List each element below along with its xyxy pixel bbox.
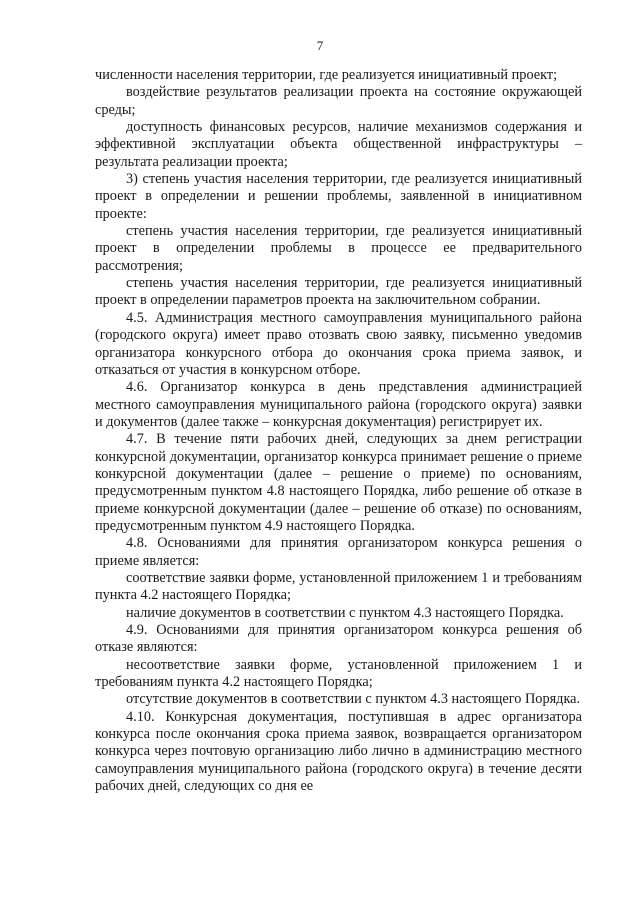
paragraph-criterion-resources: доступность финансовых ресурсов, наличие механизмов содержания и эффективной эксплуатации объекта общественной инфраструктуры – результата реализации проекта; xyxy=(95,119,582,170)
paragraph-4-7: 4.7. В течение пяти рабочих дней, следующих за днем регистрации конкурсной документации, организатор конкурса принимает решение о приеме конкурсной документации (далее – решение о приеме) по основаниям, предусмотренным пунктом 4.8 настоящего Порядка, либо решение об отказе в приеме конкурсной документации (далее – решение об отказе) по основаниям, предусмотренным пунктом 4.9 настоящего Порядка. xyxy=(95,431,582,534)
paragraph-4-9-form: несоответствие заявки форме, установленной приложением 1 и требованиям пункта 4.2 настоящего Порядка; xyxy=(95,656,582,691)
paragraph-4-10: 4.10. Конкурсная документация, поступившая в адрес организатора конкурса после окончания срока приема заявок, возвращается организатором конкурса через почтовую организацию либо лично в администрацию местного самоуправления муниципального района (городского округа) в течение десяти рабочих дней, следующих со дня ее xyxy=(95,708,582,795)
document-body xyxy=(95,67,582,795)
paragraph-4-6: 4.6. Организатор конкурса в день представления администрацией местного самоуправления муниципального района (городского округа) заявки и документов (далее также – конкурсная документация) регистрирует их. xyxy=(95,379,582,430)
paragraph-4-8: 4.8. Основаниями для принятия организатором конкурса решения о приеме является: xyxy=(95,535,582,569)
paragraph-4-8-documents: наличие документов в соответствии с пунктом 4.3 настоящего Порядка. xyxy=(126,604,564,621)
paragraph-criterion-environment: воздействие результатов реализации проекта на состояние окружающей среды; xyxy=(95,84,582,118)
paragraph-4-8-form: соответствие заявки форме, установленной приложением 1 и требованиям пункта 4.2 настоящего Порядка; xyxy=(95,569,582,604)
paragraph-participation-preliminary: степень участия населения территории, где реализуется инициативный проект в определении проблемы в процессе ее предварительного рассмотрения; xyxy=(95,223,582,274)
paragraph-4-9: 4.9. Основаниями для принятия организатором конкурса решения об отказе являются: xyxy=(95,622,582,656)
page-number: 7 xyxy=(316,38,324,53)
paragraph-participation-final: степень участия населения территории, где реализуется инициативный проект в определении параметров проекта на заключительном собрании. xyxy=(95,275,582,309)
paragraph-4-9-documents: отсутствие документов в соответствии с пунктом 4.3 настоящего Порядка. xyxy=(126,691,581,708)
paragraph-criterion-participation: 3) степень участия населения территории, где реализуется инициативный проект в определении и решении проблемы, заявленной в инициативном проекте: xyxy=(95,171,582,222)
paragraph-4-5: 4.5. Администрация местного самоуправления муниципального района (городского округа) имеет право отозвать свою заявку, письменно уведомив организатора конкурсного отбора до окончания срока приема заявок, и отказаться от участия в конкурсном отборе. xyxy=(95,309,582,378)
paragraph-continuation: численности населения территории, где реализуется инициативный проект; xyxy=(95,67,558,83)
